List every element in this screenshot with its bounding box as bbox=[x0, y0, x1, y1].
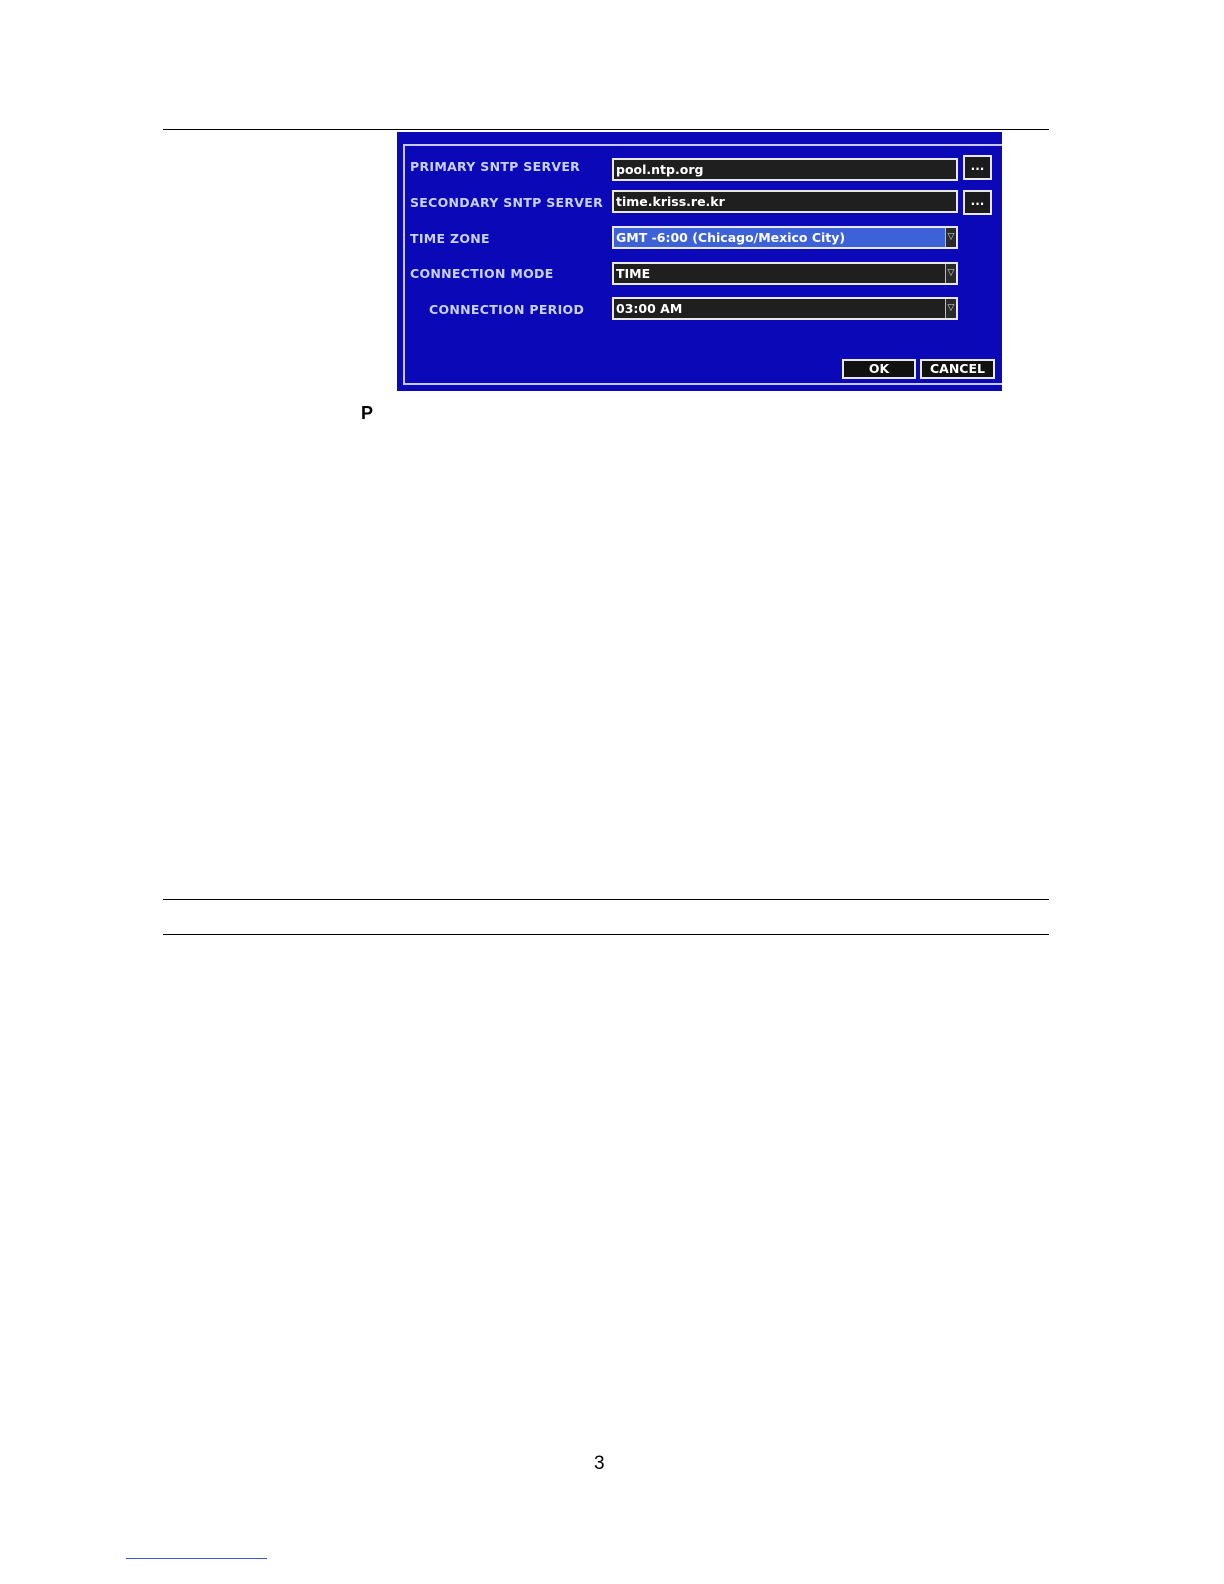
connection-mode-label: CONNECTION MODE bbox=[410, 266, 554, 281]
dropdown-arrow-icon[interactable]: ▽ bbox=[945, 264, 956, 283]
figure-caption: P bbox=[361, 403, 374, 423]
secondary-sntp-browse-button[interactable]: ... bbox=[963, 190, 992, 215]
secondary-sntp-value: time.kriss.re.kr bbox=[616, 194, 725, 209]
time-zone-label: TIME ZONE bbox=[410, 231, 490, 246]
page-number: 3 bbox=[594, 1453, 605, 1474]
primary-sntp-input[interactable] bbox=[612, 158, 958, 181]
time-zone-value: GMT -6:00 (Chicago/Mexico City) bbox=[616, 230, 846, 245]
cancel-button[interactable]: CANCEL bbox=[920, 359, 995, 379]
connection-period-label: CONNECTION PERIOD bbox=[429, 302, 585, 317]
time-zone-select[interactable] bbox=[612, 226, 958, 249]
primary-sntp-browse-button[interactable]: ... bbox=[963, 155, 992, 180]
dropdown-arrow-icon[interactable]: ▽ bbox=[945, 299, 956, 318]
connection-period-value: 03:00 AM bbox=[616, 301, 683, 316]
secondary-sntp-label: SECONDARY SNTP SERVER bbox=[410, 195, 604, 210]
footer-link-underline bbox=[126, 1558, 267, 1559]
section-rule bbox=[163, 899, 1049, 900]
connection-period-select[interactable] bbox=[612, 297, 958, 320]
dropdown-arrow-icon[interactable]: ▽ bbox=[945, 228, 956, 247]
ok-button[interactable]: OK bbox=[842, 359, 916, 379]
connection-mode-value: TIME bbox=[616, 266, 651, 281]
primary-sntp-value: pool.ntp.org bbox=[616, 162, 704, 177]
primary-sntp-label: PRIMARY SNTP SERVER bbox=[410, 159, 581, 174]
connection-mode-select[interactable] bbox=[612, 262, 958, 285]
top-rule bbox=[163, 129, 1049, 130]
secondary-sntp-input[interactable] bbox=[612, 190, 958, 213]
section-rule bbox=[163, 934, 1049, 935]
